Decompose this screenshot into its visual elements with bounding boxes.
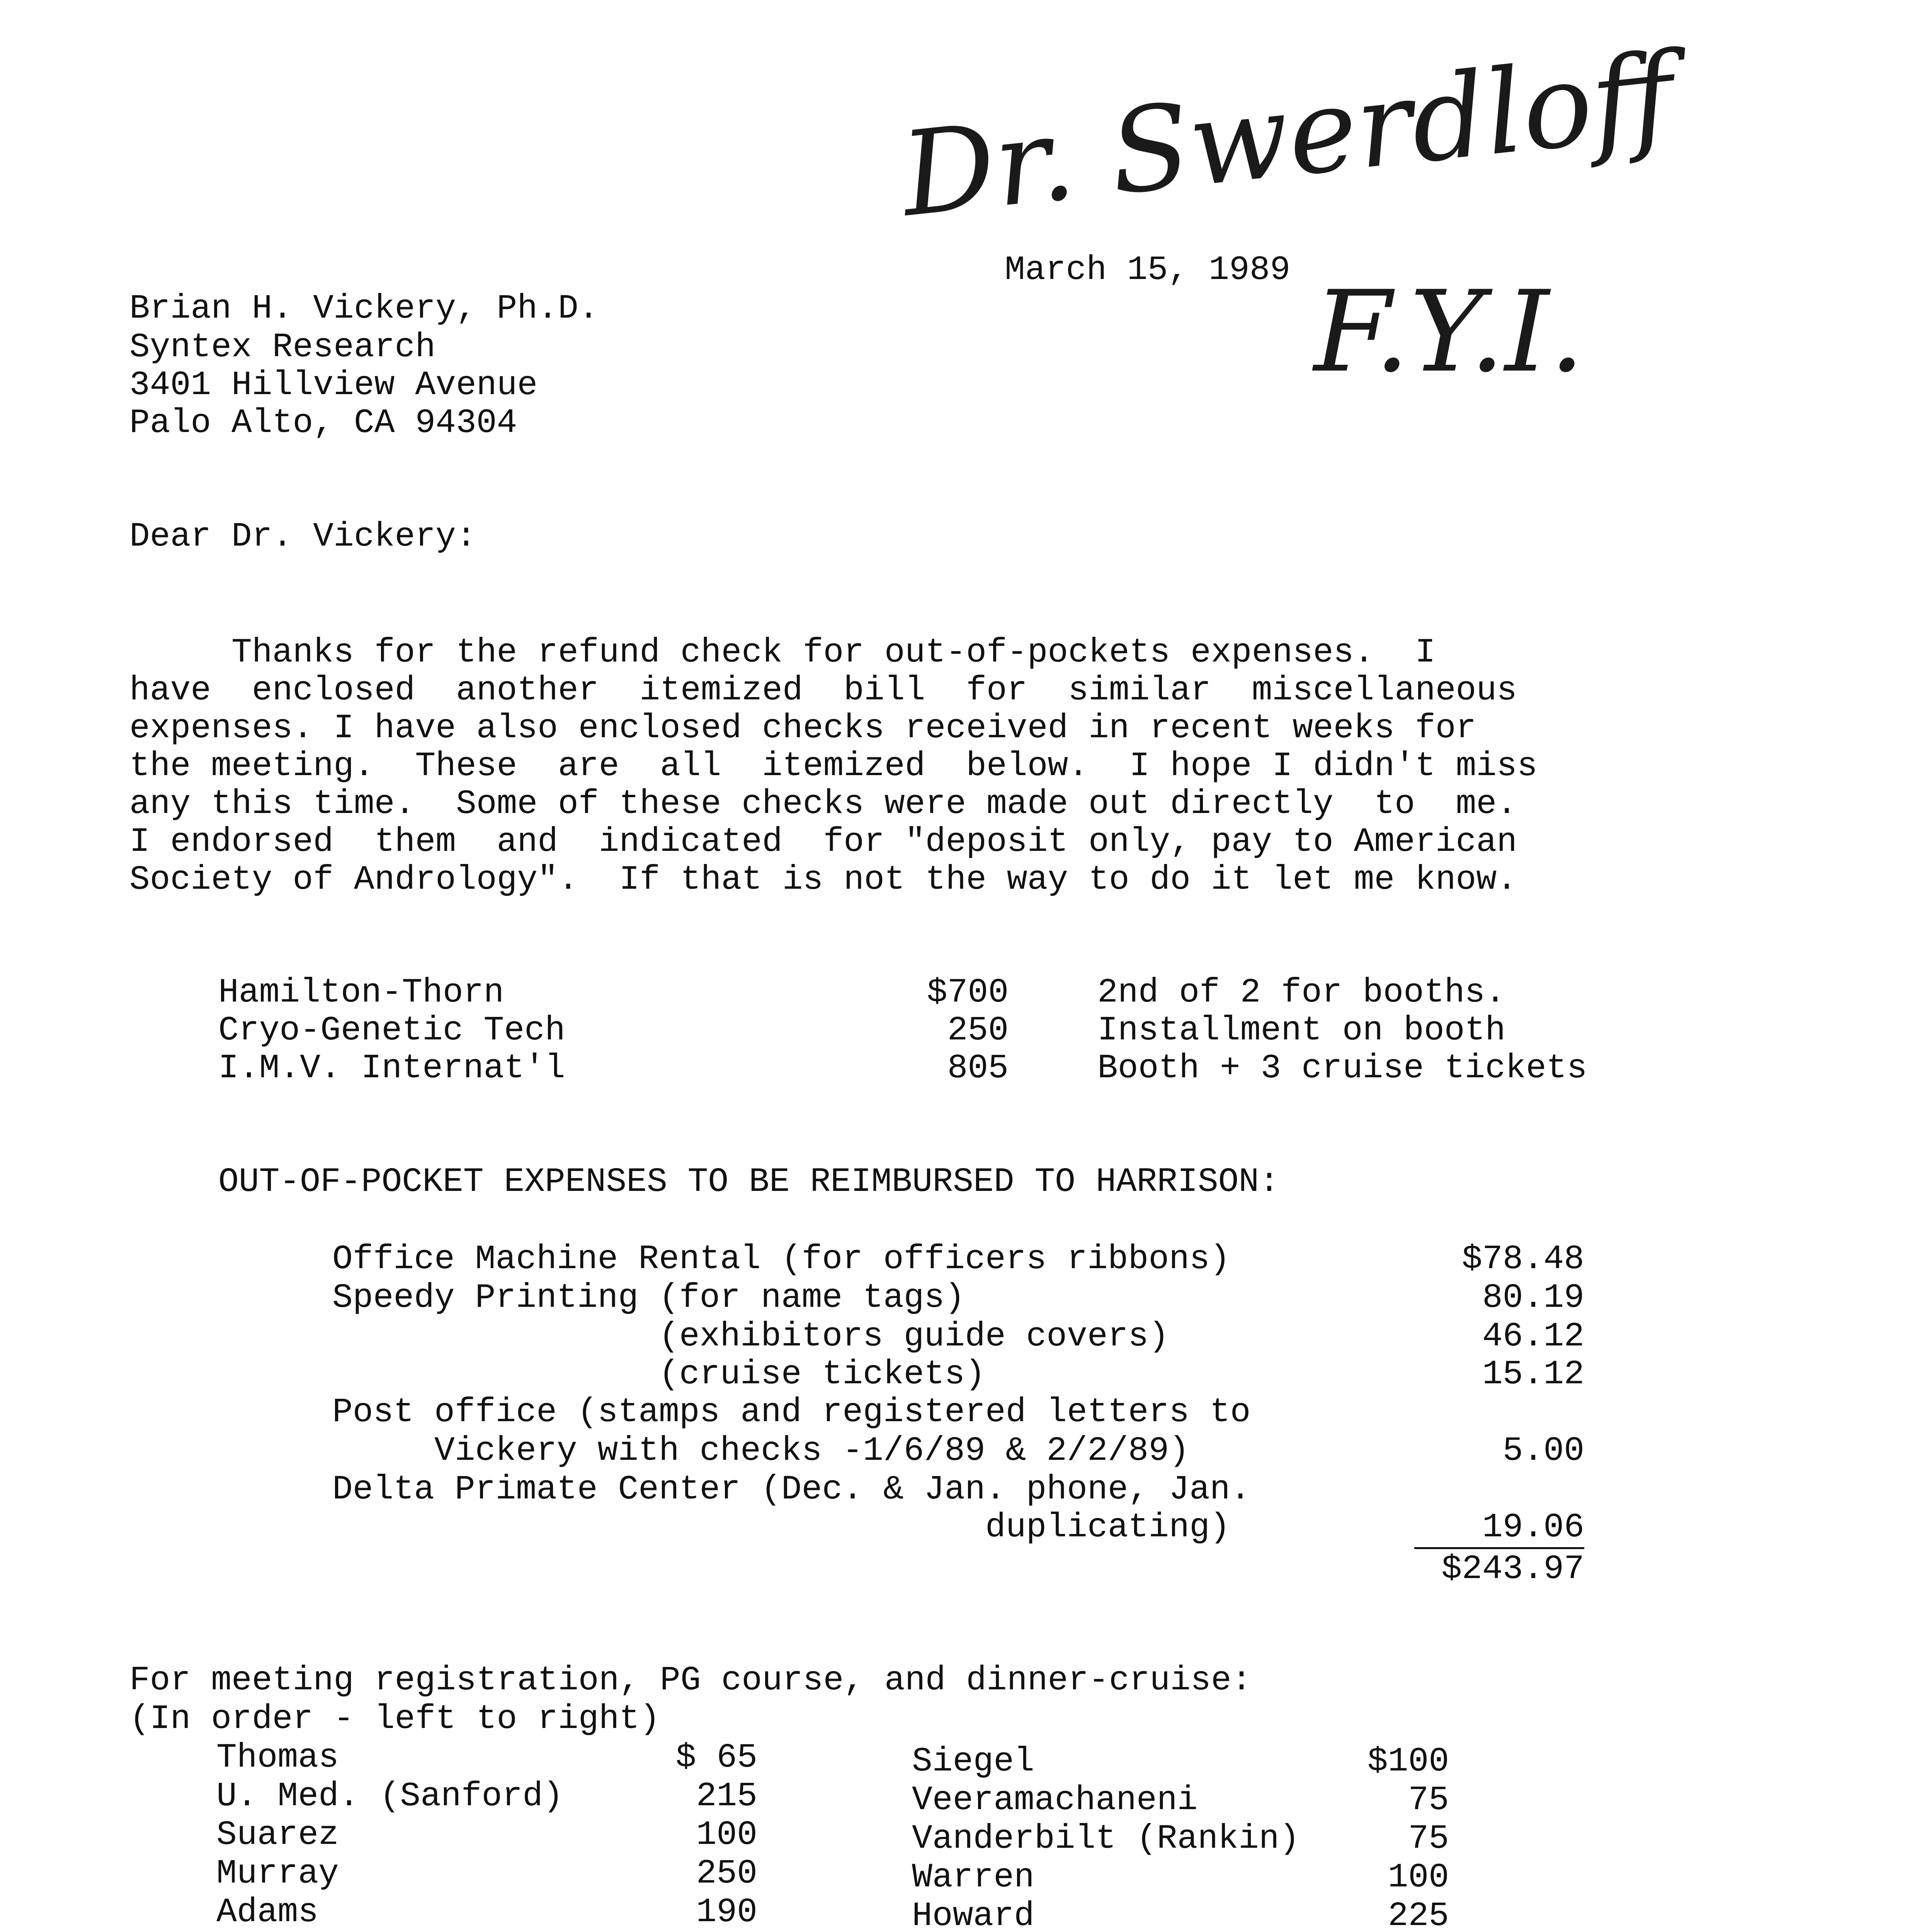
registrant-name: Suarez [216, 1816, 339, 1854]
registrant-name: U. Med. (Sanford) [216, 1777, 563, 1816]
registrant-name: Vanderbilt (Rankin) [912, 1820, 1300, 1858]
registrant-name: Adams [216, 1893, 319, 1932]
registrant-amount: 75 [1408, 1781, 1449, 1820]
body-line: expenses. I have also enclosed checks received in recent weeks for [129, 709, 1476, 748]
registration-subheading: (In order - left to right) [129, 1700, 660, 1738]
expense-description: (cruise tickets) [332, 1355, 985, 1394]
registrant-amount: 100 [696, 1816, 757, 1854]
total-rule [1414, 1547, 1584, 1549]
registrant-amount: 225 [1388, 1897, 1449, 1932]
expense-description: (exhibitors guide covers) [332, 1318, 1169, 1356]
expense-amount: 46.12 [1482, 1318, 1584, 1356]
handwritten-name-note: Dr. Swerdloff [895, 27, 1681, 243]
expense-amount: $78.48 [1462, 1240, 1584, 1279]
registrant-amount: 250 [696, 1855, 757, 1893]
handwritten-fyi-note: F.Y.I. [1314, 267, 1585, 397]
registrant-amount: $ 65 [675, 1739, 757, 1777]
registrant-amount: 215 [696, 1777, 757, 1816]
registrant-name: Veeramachaneni [912, 1781, 1198, 1820]
body-line: any this time. Some of these checks were made out directly to me. [129, 785, 1517, 823]
expense-amount: 19.06 [1482, 1509, 1584, 1547]
registrant-name: Warren [912, 1859, 1034, 1897]
booth-check-name: Hamilton-Thorn [218, 974, 504, 1012]
booth-check-amount: $700 [927, 974, 1009, 1012]
address-line: 3401 Hillview Avenue [129, 366, 538, 405]
body-line: Society of Andrology". If that is not the way to do it let me know. [129, 861, 1517, 899]
registrant-amount: 190 [696, 1893, 757, 1932]
expense-amount: 5.00 [1502, 1432, 1584, 1470]
address-line: Syntex Research [129, 328, 436, 367]
expense-description: Post office (stamps and registered letters to [332, 1393, 1251, 1432]
expense-amount: 80.19 [1482, 1279, 1584, 1317]
body-line: Thanks for the refund check for out-of-pockets expenses. I [129, 634, 1436, 672]
booth-check-note: 2nd of 2 for booths. [1097, 974, 1506, 1012]
booth-check-note: Booth + 3 cruise tickets [1097, 1049, 1587, 1088]
registrant-amount: 100 [1388, 1859, 1449, 1897]
expense-description: Vickery with checks -1/6/89 & 2/2/89) [332, 1432, 1189, 1470]
expense-description: duplicating) [332, 1509, 1230, 1547]
registrant-amount: $100 [1367, 1743, 1449, 1781]
body-line: have enclosed another itemized bill for similar miscellaneous [129, 672, 1517, 710]
registrant-name: Murray [216, 1855, 339, 1893]
expense-description: Speedy Printing (for name tags) [332, 1279, 965, 1317]
registrant-name: Siegel [912, 1743, 1034, 1781]
letter-date: March 15, 1989 [1005, 251, 1291, 289]
booth-check-amount: 805 [947, 1049, 1009, 1088]
registrant-name: Thomas [216, 1739, 339, 1777]
expense-description: Delta Primate Center (Dec. & Jan. phone, Jan. [332, 1471, 1251, 1509]
address-line: Brian H. Vickery, Ph.D. [129, 290, 599, 328]
booth-check-name: Cryo-Genetic Tech [218, 1012, 565, 1050]
expenses-heading: OUT-OF-POCKET EXPENSES TO BE REIMBURSED TO HARRISON: [218, 1163, 1280, 1201]
registrant-name: Howard [912, 1897, 1034, 1932]
registrant-amount: 75 [1408, 1820, 1449, 1858]
salutation: Dear Dr. Vickery: [129, 518, 476, 556]
address-line: Palo Alto, CA 94304 [129, 404, 517, 442]
body-line: I endorsed them and indicated for "deposit only, pay to American [129, 823, 1517, 861]
registration-heading: For meeting registration, PG course, and dinner-cruise: [129, 1662, 1252, 1700]
booth-check-note: Installment on booth [1097, 1012, 1506, 1050]
expense-amount: 15.12 [1482, 1355, 1584, 1394]
expense-description: Office Machine Rental (for officers ribbons) [332, 1240, 1230, 1279]
body-line: the meeting. These are all itemized below. I hope I didn't miss [129, 747, 1538, 786]
booth-check-amount: 250 [947, 1012, 1009, 1050]
expenses-total: $243.97 [1441, 1550, 1584, 1588]
booth-check-name: I.M.V. Internat'l [218, 1049, 565, 1088]
